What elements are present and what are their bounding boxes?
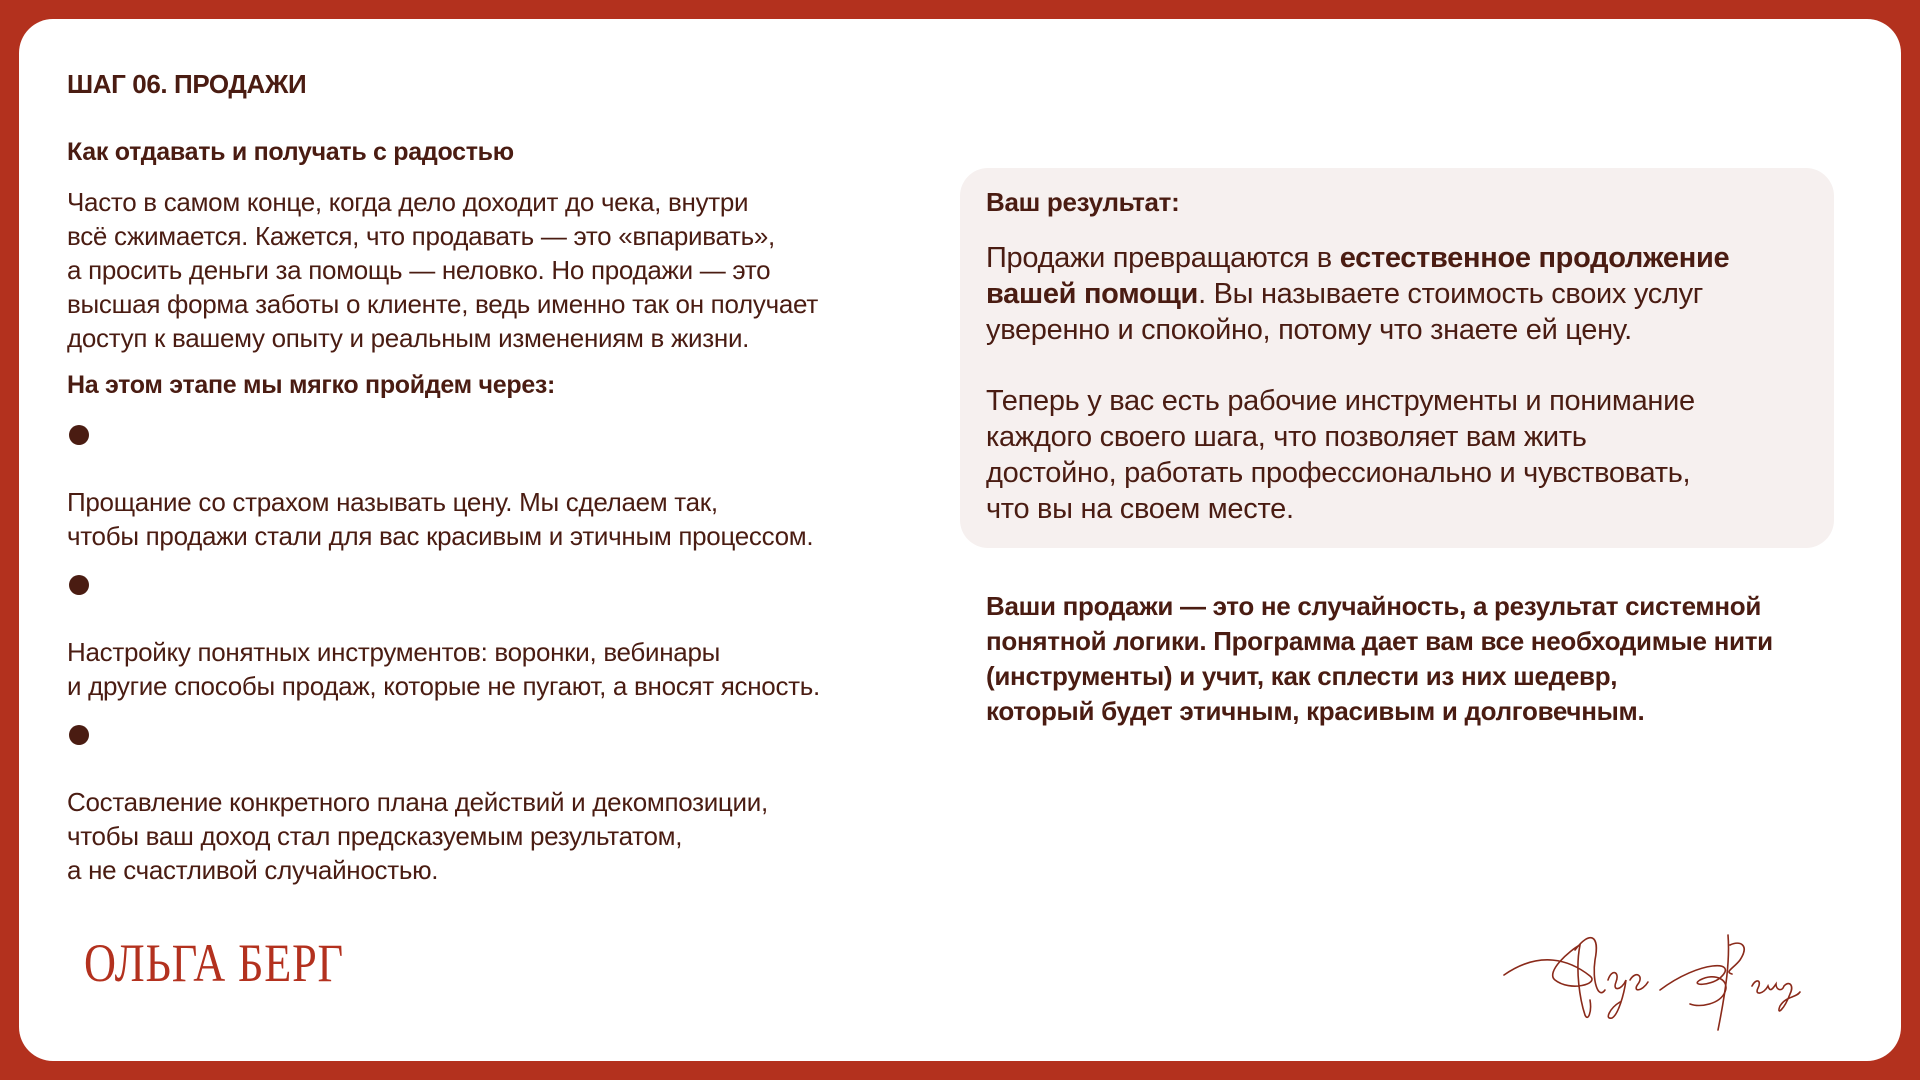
- bullet-item: [67, 717, 927, 887]
- bullet-text: Составление конкретного плана действий и декомпозиции, чтобы ваш доход стал предсказуемым результатом, а не счастливой случайностью.: [67, 787, 768, 885]
- bullet-list: [67, 417, 927, 887]
- section-subheading: Как отдавать и получать с радостью: [67, 138, 514, 166]
- signature-logo: [1500, 920, 1840, 1040]
- result-p1-end: . Вы называете стоимость своих услуг уверенно и спокойно, потому что знаете ей цену.: [986, 278, 1704, 346]
- bullet-item: [67, 567, 927, 703]
- result-p1-start: Продажи превращаются в: [986, 242, 1340, 274]
- bullet-text: Прощание со страхом называть цену. Мы сделаем так, чтобы продажи стали для вас красивым и этичным процессом.: [67, 487, 814, 551]
- result-p1-bold: естественное продолжение вашей помощи: [986, 242, 1730, 310]
- bullet-text: Настройку понятных инструментов: воронки, вебинары и другие способы продаж, которые не пугают, а вносят ясность.: [67, 637, 820, 701]
- stage-heading: На этом этапе мы мягко пройдем через:: [67, 371, 556, 399]
- result-box: [960, 168, 1834, 548]
- bullet-dot-icon: [69, 575, 89, 595]
- result-title: Ваш результат:: [986, 187, 1180, 217]
- left-column: [67, 135, 927, 901]
- brand-logo: ОЛЬГА БЕРГ: [84, 933, 344, 993]
- result-paragraph-2: Теперь у вас есть рабочие инструменты и понимание каждого своего шага, что позволяет вам жить достойно, работать профессионально и чувствовать, что вы на своем месте.: [986, 385, 1695, 525]
- bullet-dot-icon: [69, 725, 89, 745]
- bullet-dot-icon: [69, 425, 89, 445]
- summary-text: Ваши продажи — это не случайность, а результат системной понятной логики. Программа дает вам все необходимые нити (инструменты) и учит, как сплести из них шедевр, который будет этичным, красивым и долговечным.: [986, 591, 1773, 726]
- bullet-item: [67, 417, 927, 553]
- result-paragraph-1: [986, 240, 1816, 348]
- step-title: ШАГ 06. ПРОДАЖИ: [67, 69, 307, 99]
- intro-paragraph: Часто в самом конце, когда дело доходит до чека, внутри всё сжимается. Кажется, что продавать — это «впаривать», а просить деньги за помощь — неловко. Но продажи — это высшая форма заботы о клиенте, ведь именно так он получает доступ к вашему опыту и реальным изменениям в жизни.: [67, 187, 818, 353]
